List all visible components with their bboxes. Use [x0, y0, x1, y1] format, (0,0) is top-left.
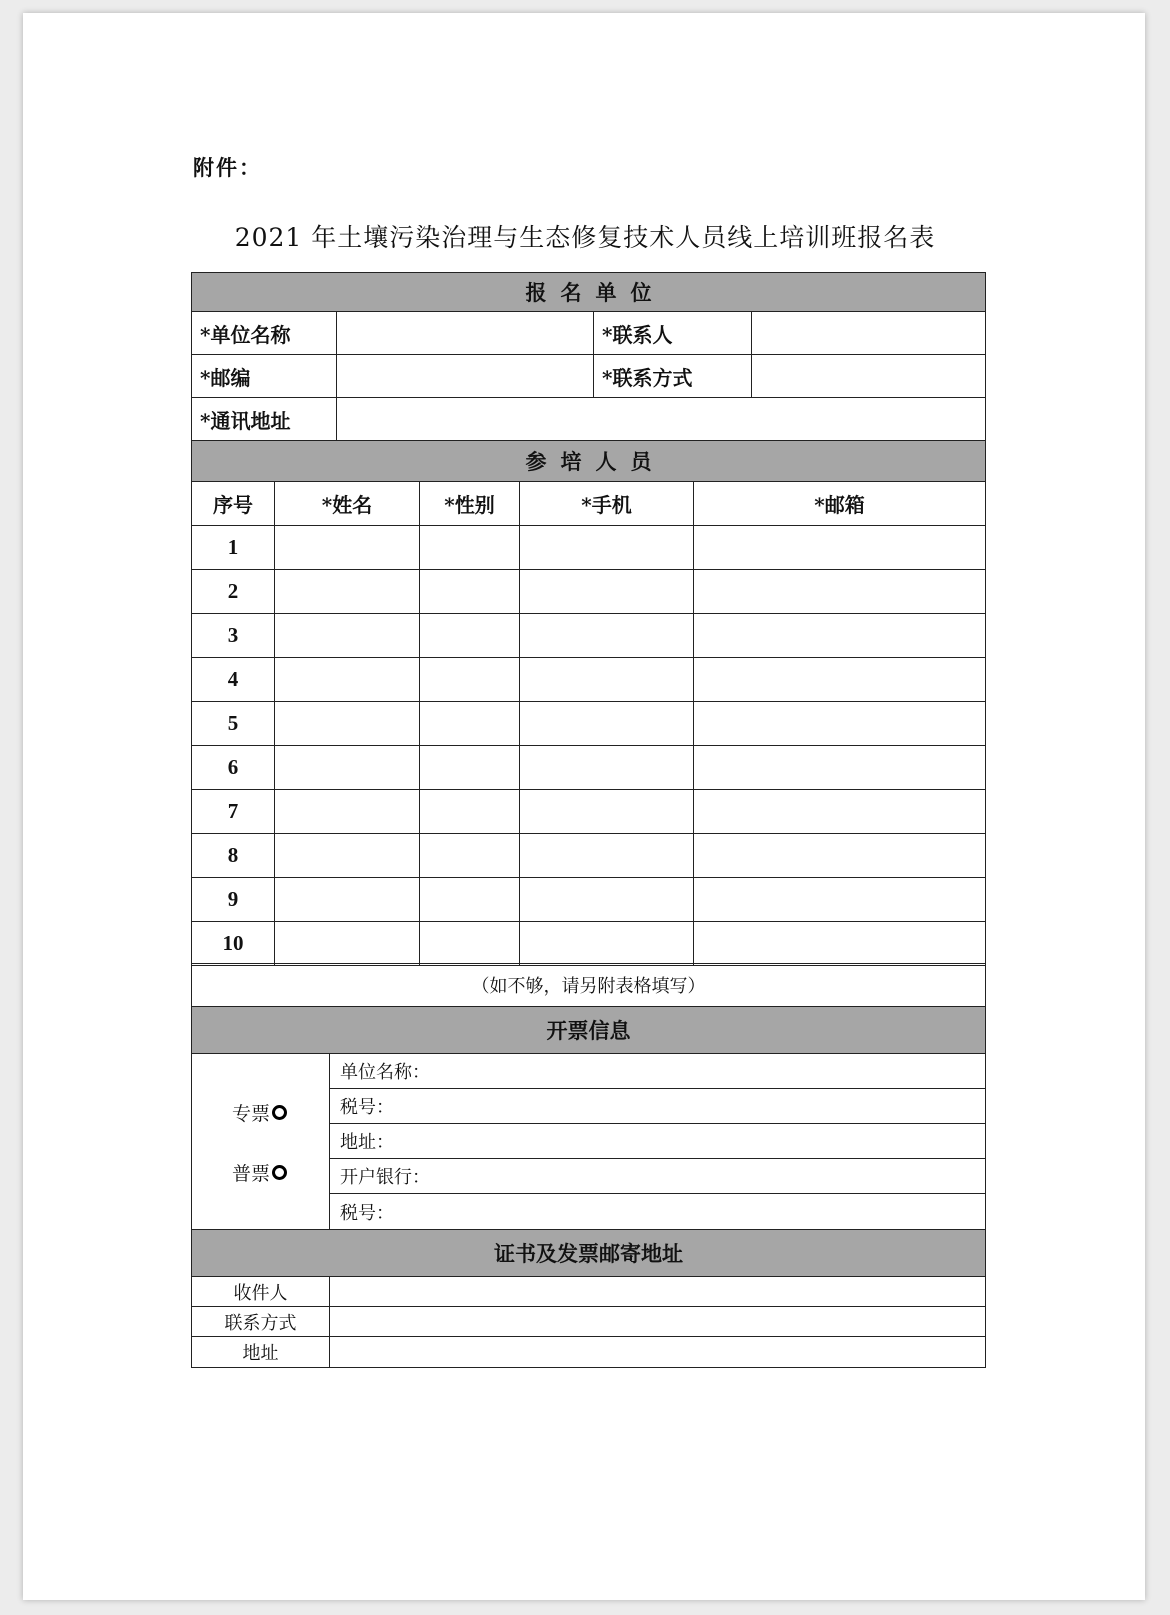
trainee-gender-field[interactable] [419, 789, 520, 834]
recipient-label: 收件人 [191, 1276, 330, 1307]
invoice-option-special[interactable] [232, 1099, 287, 1126]
radio-icon[interactable] [272, 1105, 287, 1120]
invoice-option-normal-label: 普票 [232, 1163, 271, 1185]
trainee-email-field[interactable] [693, 613, 986, 658]
mailing-address-label: 地址 [191, 1336, 330, 1368]
trainee-gender-field[interactable] [419, 877, 520, 922]
attachment-label: 附件： [193, 155, 262, 180]
trainee-phone-field[interactable] [519, 745, 694, 790]
trainee-gender-field[interactable] [419, 833, 520, 878]
trainee-email-field[interactable] [693, 657, 986, 702]
postcode-field[interactable] [336, 354, 594, 398]
col-header-gender: *性别 [419, 481, 520, 526]
postcode-label: *邮编 [191, 354, 337, 398]
trainee-phone-field[interactable] [519, 833, 694, 878]
col-header-email: *邮箱 [693, 481, 986, 526]
trainee-row-index: 1 [191, 525, 275, 570]
contact-method-field[interactable] [751, 354, 986, 398]
trainee-row-index: 6 [191, 745, 275, 790]
trainee-name-field[interactable] [274, 789, 420, 834]
trainee-name-field[interactable] [274, 921, 420, 966]
trainee-phone-field[interactable] [519, 701, 694, 746]
trainee-name-field[interactable] [274, 701, 420, 746]
mailing-section-header: 证书及发票邮寄地址 [191, 1229, 986, 1277]
invoice-tax-id-field[interactable]: 税号： [329, 1088, 986, 1124]
trainee-name-field[interactable] [274, 525, 420, 570]
trainee-phone-field[interactable] [519, 921, 694, 966]
trainee-row-index: 4 [191, 657, 275, 702]
trainee-gender-field[interactable] [419, 921, 520, 966]
trainee-gender-field[interactable] [419, 657, 520, 702]
mailing-contact-field[interactable] [329, 1306, 986, 1337]
invoice-type-cell [191, 1053, 330, 1230]
invoice-option-normal[interactable] [232, 1159, 287, 1186]
trainee-email-field[interactable] [693, 745, 986, 790]
trainee-row-index: 8 [191, 833, 275, 878]
trainee-gender-field[interactable] [419, 745, 520, 790]
trainee-email-field[interactable] [693, 877, 986, 922]
trainee-name-field[interactable] [274, 833, 420, 878]
trainee-name-field[interactable] [274, 613, 420, 658]
trainee-row-index: 5 [191, 701, 275, 746]
invoice-section-header: 开票信息 [191, 1006, 986, 1054]
col-header-phone: *手机 [519, 481, 694, 526]
contact-person-label: *联系人 [593, 311, 752, 355]
trainees-note: （如不够，请另附表格填写） [191, 963, 986, 1007]
invoice-tax-id-field-2[interactable]: 税号： [329, 1193, 986, 1230]
trainee-email-field[interactable] [693, 525, 986, 570]
address-field[interactable] [336, 397, 986, 441]
trainee-row-index: 2 [191, 569, 275, 614]
trainee-row-index: 7 [191, 789, 275, 834]
invoice-address-field[interactable]: 地址： [329, 1123, 986, 1159]
trainee-row-index: 9 [191, 877, 275, 922]
trainee-email-field[interactable] [693, 833, 986, 878]
col-header-index: 序号 [191, 481, 275, 526]
trainee-email-field[interactable] [693, 921, 986, 966]
address-label: *通讯地址 [191, 397, 337, 441]
trainee-name-field[interactable] [274, 877, 420, 922]
trainee-name-field[interactable] [274, 745, 420, 790]
trainee-email-field[interactable] [693, 789, 986, 834]
trainee-phone-field[interactable] [519, 525, 694, 570]
trainees-section-header: 参培人员 [191, 440, 986, 482]
recipient-field[interactable] [329, 1276, 986, 1307]
unit-section-header: 报名单位 [191, 272, 986, 312]
trainee-gender-field[interactable] [419, 701, 520, 746]
trainee-email-field[interactable] [693, 701, 986, 746]
mailing-address-field[interactable] [329, 1336, 986, 1368]
trainee-phone-field[interactable] [519, 877, 694, 922]
contact-method-label: *联系方式 [593, 354, 752, 398]
invoice-unit-name-field[interactable]: 单位名称： [329, 1053, 986, 1089]
trainee-phone-field[interactable] [519, 569, 694, 614]
trainee-name-field[interactable] [274, 569, 420, 614]
trainee-gender-field[interactable] [419, 525, 520, 570]
form-title: 2021 年土壤污染治理与生态修复技术人员线上培训班报名表 [234, 223, 936, 252]
trainee-phone-field[interactable] [519, 789, 694, 834]
trainee-row-index: 10 [191, 921, 275, 966]
unit-name-label: *单位名称 [191, 311, 337, 355]
trainee-gender-field[interactable] [419, 613, 520, 658]
contact-person-field[interactable] [751, 311, 986, 355]
trainee-row-index: 3 [191, 613, 275, 658]
trainee-gender-field[interactable] [419, 569, 520, 614]
invoice-bank-field[interactable]: 开户银行： [329, 1158, 986, 1194]
mailing-contact-label: 联系方式 [191, 1306, 330, 1337]
radio-icon[interactable] [272, 1165, 287, 1180]
invoice-option-special-label: 专票 [232, 1103, 271, 1125]
trainee-name-field[interactable] [274, 657, 420, 702]
trainee-email-field[interactable] [693, 569, 986, 614]
trainee-phone-field[interactable] [519, 613, 694, 658]
trainee-phone-field[interactable] [519, 657, 694, 702]
unit-name-field[interactable] [336, 311, 594, 355]
col-header-name: *姓名 [274, 481, 420, 526]
